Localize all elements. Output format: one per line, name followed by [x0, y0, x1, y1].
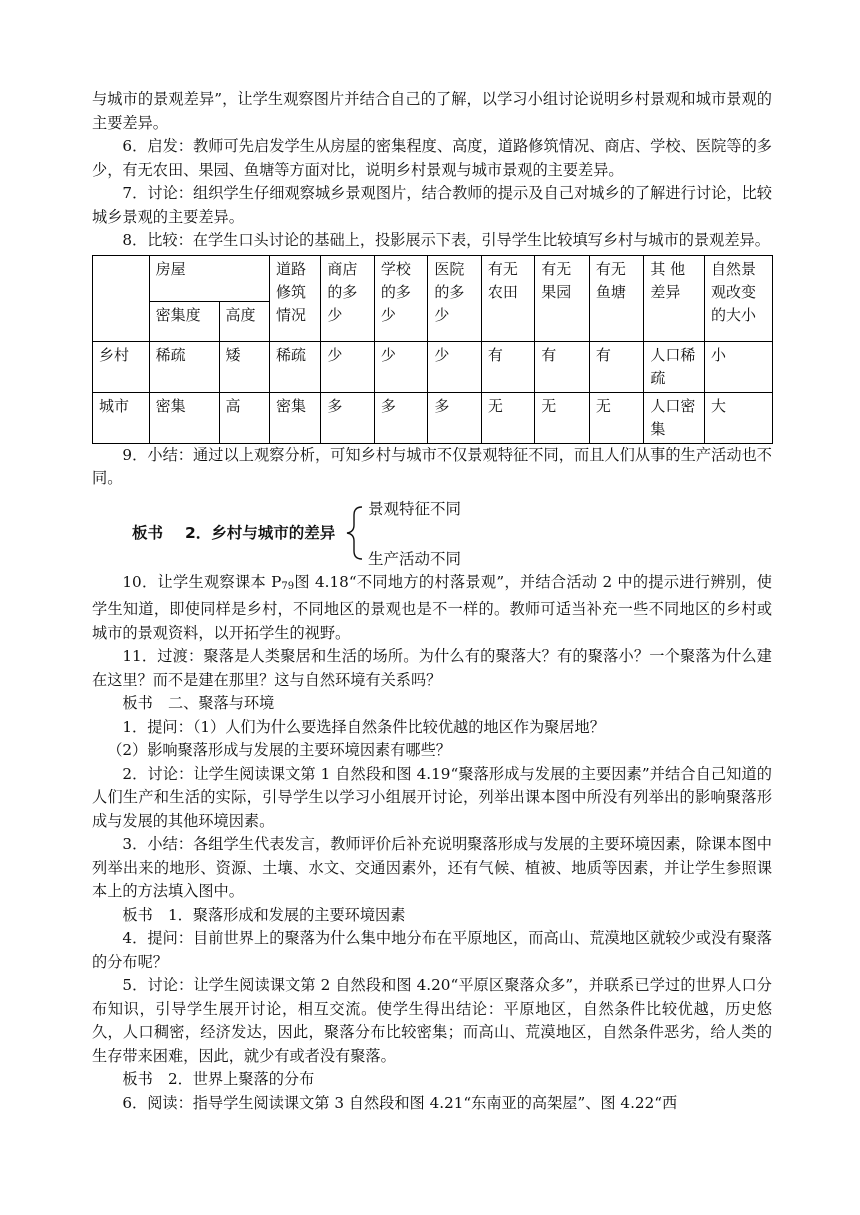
table-header-farm: 有无农田	[481, 255, 534, 341]
paragraph-question-2: （2）影响聚落形成与发展的主要环境因素有哪些？	[107, 741, 451, 759]
table-cell: 少	[428, 341, 481, 392]
table-header-nature: 自然景观改变的大小	[705, 255, 773, 341]
table-header-row	[93, 255, 773, 301]
table-cell: 密集	[269, 392, 320, 443]
paragraph-step-10	[92, 571, 772, 646]
blackboard-outline	[92, 497, 772, 569]
paragraph-question-4: 4．提问：目前世界上的聚落为什么集中地分布在平原地区，而高山、荒漠地区就较少或没有聚落的分布呢？	[92, 929, 772, 971]
table-cell: 多	[428, 392, 481, 443]
table-cell: 稀疏	[269, 341, 320, 392]
table-corner-cell	[93, 255, 150, 341]
table-header-house: 房屋	[149, 255, 269, 301]
table-header-shop: 商店的多少	[321, 255, 374, 341]
table-header-orchard: 有无果园	[535, 255, 590, 341]
table-header-other: 其 他差异	[644, 255, 705, 341]
table-header-road: 道路修筑情况	[269, 255, 320, 341]
text-segment: 10．让学生观察课本 P	[122, 572, 282, 591]
table-cell: 少	[374, 341, 427, 392]
table-cell: 少	[321, 341, 374, 392]
table-header-school: 学校的多少	[374, 255, 427, 341]
brace-icon	[344, 497, 366, 569]
table-cell: 稀疏	[149, 341, 219, 392]
table-cell: 高	[219, 392, 269, 443]
paragraph-summary-3: 3．小结：各组学生代表发言，教师评价后补充说明聚落形成与发展的主要环境因素，除课本图中列举出来的地形、资源、土壤、水文、交通因素外，还有气候、植被、地质等因素，并让学生参照课本上的方法填入图中。	[92, 835, 772, 900]
table-header-density: 密集度	[149, 301, 219, 341]
board-item-2: 板书 2．世界上聚落的分布	[122, 1070, 315, 1088]
table-cell: 有	[535, 341, 590, 392]
paragraph-step-7: 7．讨论：组织学生仔细观察城乡景观图片，结合教师的提示及自己对城乡的了解进行讨论，比较城乡景观的主要差异。	[92, 184, 772, 226]
paragraph-continuation: 与城市的景观差异”，让学生观察图片并结合自己的了解，以学习小组讨论说明乡村景观和城市景观的主要差异。	[92, 90, 772, 132]
table-cell: 矮	[219, 341, 269, 392]
paragraph-discussion-5: 5．讨论：让学生阅读课文第 2 自然段和图 4.20“平原区聚落众多”，并联系已学过的世界人口分布知识，引导学生展开讨论，相互交流。使学生得出结论：平原地区，自然条件比较优越，历史悠久，人口稠密，经济发达，因此，聚落分布比较密集；而高山、荒漠地区，自然条件恶劣，给人类的生存带来困难，因此，就少有或者没有聚落。	[92, 976, 772, 1065]
board-item-1: 板书 1．聚落形成和发展的主要环境因素	[122, 905, 406, 924]
text-segment: 图 4.18“不同地方的村落景观”，并结合活动 2 中的提示进行辨别，使学生知道，即使同样是乡村，不同地区的景观也是不一样的。教师可适当补充一些不同地区的乡村或城市的景观资料，以开拓学生的视野。	[92, 572, 772, 642]
board-branch-landscape: 景观特征不同	[368, 499, 462, 518]
comparison-table	[92, 255, 773, 444]
paragraph-step-8: 8．比较：在学生口头讨论的基础上，投影展示下表，引导学生比较填写乡村与城市的景观差异。	[122, 231, 770, 249]
paragraph-step-11: 11．过渡：聚落是人类聚居和生活的场所。为什么有的聚落大？有的聚落小？一个聚落为什么建在这里？而不是建在那里？这与自然环境有关系吗？	[92, 647, 772, 689]
page-subscript: 79	[281, 580, 295, 592]
document-page	[92, 88, 772, 1115]
board-branch-production: 生产活动不同	[368, 549, 462, 568]
paragraph-step-6: 6．启发：教师可先启发学生从房屋的密集程度、高度，道路修筑情况、商店、学校、医院等的多少，有无农田、果园、鱼塘等方面对比，说明乡村景观与城市景观的主要差异。	[92, 137, 772, 179]
table-cell: 多	[374, 392, 427, 443]
table-row	[93, 392, 773, 443]
table-row	[93, 341, 773, 392]
table-cell: 密集	[149, 392, 219, 443]
board-heading	[132, 521, 335, 543]
table-cell: 有	[481, 341, 534, 392]
table-header-hospital: 医院的多少	[428, 255, 481, 341]
paragraph-question-1: 1．提问：（1）人们为什么要选择自然条件比较优越的地区作为聚居地？	[122, 717, 605, 736]
table-header-pond: 有无鱼塘	[589, 255, 644, 341]
paragraph-discussion-2: 2．讨论：让学生阅读课文第 1 自然段和图 4.19“聚落形成与发展的主要因素”并结合自己知道的人们生产和生活的实际，引导学生以学习小组展开讨论，列举出课本图中所没有列举出的影响聚落形成与发展的其他环境因素。	[92, 764, 772, 830]
table-cell: 有	[589, 341, 644, 392]
table-row-label: 城市	[93, 392, 150, 443]
table-cell: 人口密集	[644, 392, 705, 443]
table-cell: 无	[481, 392, 534, 443]
table-header-height: 高度	[219, 301, 269, 341]
table-cell: 无	[535, 392, 590, 443]
board-label: 板书	[132, 523, 164, 542]
table-cell: 小	[705, 341, 773, 392]
table-cell: 多	[321, 392, 374, 443]
table-row-label: 乡村	[93, 341, 150, 392]
table-cell: 大	[705, 392, 773, 443]
board-title: 2．乡村与城市的差异	[185, 523, 336, 542]
paragraph-reading-6: 6．阅读：指导学生阅读课文第 3 自然段和图 4.21“东南亚的高架屋”、图 4.22“西	[122, 1093, 678, 1112]
paragraph-step-9: 9．小结：通过以上观察分析，可知乡村与城市不仅景观特征不同，而且人们从事的生产活动也不同。	[92, 445, 772, 487]
table-cell: 人口稀疏	[644, 341, 705, 392]
table-cell: 无	[589, 392, 644, 443]
board-section-two: 板书 二、聚落与环境	[122, 694, 275, 712]
